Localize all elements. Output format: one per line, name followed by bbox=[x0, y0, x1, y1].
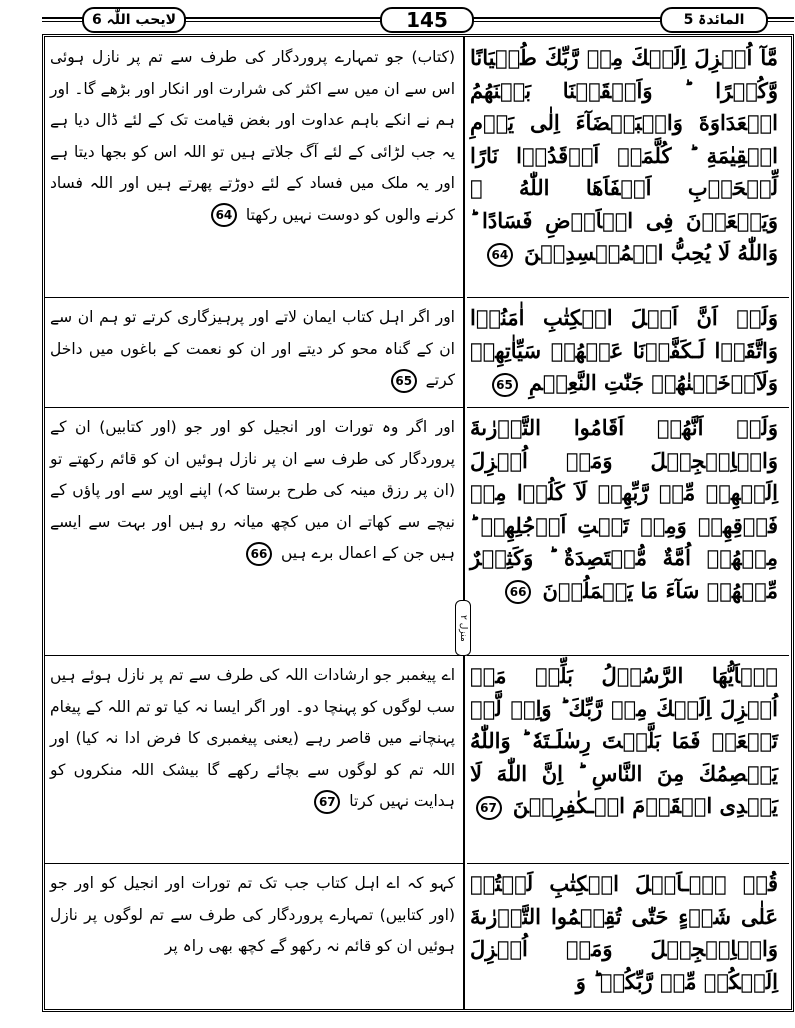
page-number: 145 bbox=[380, 7, 474, 33]
urdu-translation bbox=[50, 412, 455, 570]
arabic-verse bbox=[470, 412, 778, 607]
urdu-translation bbox=[50, 868, 455, 963]
section-separator bbox=[45, 863, 465, 864]
urdu-text: اے پیغمبر جو ارشادات اللہ کی طرف سے تم پر نازل ہوئے ہیں سب لوگوں کو پہنچا دو۔ اور اگر ایسا نہ کیا تو تم اللہ کے پیغام پہنچانے میں قاصر رہے (یعنی پیغمبری کا فرض ادا نہ کیا) اور اللہ تم کو لوگوں سے بچائے رکھے گا بیشک اللہ منکروں کو ہدایت نہیں کرتا bbox=[50, 666, 455, 810]
arabic-verse bbox=[470, 302, 778, 400]
page-header bbox=[42, 4, 794, 34]
arabic-text: وَلَوۡ اَنَّهُمۡ اَقَامُوا التَّوۡرٰٮةَ وَالۡاِنۡجِيۡلَ وَمَاۤ اُنۡزِلَ اِلَيۡهِمۡ مِّنۡ رَّبِّهِمۡ لَاَ كَلُوۡا مِنۡ فَوۡقِهِمۡ وَمِنۡ تَحۡتِ اَرۡجُلِهِمۡ‌ ؕ مِنۡهُمۡ اُمَّةٌ مُّقۡتَصِدَةٌ‌ ؕ وَكَثِيۡرٌ مِّنۡهُمۡ سَآءَ مَا يَعۡمَلُوۡنَ bbox=[470, 415, 778, 603]
section-separator bbox=[467, 407, 789, 408]
verse-number-marker: 65 bbox=[492, 373, 518, 397]
urdu-text: اور اگر اہل کتاب ایمان لاتے اور پرہیزگاری کرتے تو ہم ان سے ان کے گناہ محو کر دیتے اور ان کو نعمت کے باغوں میں داخل کرتے bbox=[50, 308, 455, 389]
urdu-text: (کتاب) جو تمہارے پروردگار کی طرف سے تم پر نازل ہوئی اس سے ان میں سے اکثر کی شرارت اور انکار اور بڑھے گا۔ اور ہم نے انکے باہم عداوت اور بغض قیامت تک کے لئے ڈال دیا ہے یہ جب لڑائی کے لئے آگ جلاتے ہیں تو اللہ اس کو بجھا دیتا ہے اور یہ ملک میں فساد کے لئے دوڑتے پھرتے ہیں اور اللہ فساد کرنے والوں کو دوست نہیں رکھتا bbox=[50, 48, 455, 224]
juz-name-label: لایحب اللّٰہ 6 bbox=[82, 7, 186, 33]
verse-number-marker: 64 bbox=[487, 243, 513, 267]
arabic-verse bbox=[470, 42, 778, 270]
section-separator bbox=[45, 297, 465, 298]
section-separator bbox=[467, 297, 789, 298]
urdu-text: کہو کہ اے اہل کتاب جب تک تم تورات اور انجیل کو اور جو (اور کتابیں) تمہارے پروردگار کی طرف سے تم لوگوں پر نازل ہوئیں ان کو قائم نہ رکھو گے کچھ بھی راہ پر bbox=[50, 874, 455, 955]
verse-number-marker: 67 bbox=[314, 790, 340, 814]
verse-number-marker: 65 bbox=[391, 369, 417, 393]
verse-number-marker: 64 bbox=[211, 203, 237, 227]
section-separator bbox=[45, 655, 465, 656]
surah-name-label: المائدۃ 5 bbox=[660, 7, 768, 33]
verse-number-marker: 67 bbox=[476, 796, 502, 820]
section-separator bbox=[467, 655, 789, 656]
arabic-verse bbox=[470, 868, 778, 998]
urdu-text: اور اگر وہ تورات اور انجیل کو اور جو (اور کتابیں) ان کے پروردگار کی طرف سے ان پر نازل ہوئیں ان کو قائم رکھتے تو (ان پر رزق مینہ کی طرح برستا کہ) اپنے اوپر سے اور پاؤں کے نیچے سے کھاتے ان میں کچھ میانہ رو ہیں اور بہت سے ایسے ہیں جن کے اعمال برے ہیں bbox=[50, 418, 455, 562]
urdu-translation bbox=[50, 302, 455, 397]
verse-number-marker: 66 bbox=[505, 580, 531, 604]
section-separator bbox=[45, 407, 465, 408]
verse-number-marker: 66 bbox=[246, 542, 272, 566]
arabic-text: وَلَوۡ اَنَّ اَهۡلَ الۡكِتٰبِ اٰمَنُوۡا وَاتَّقَوۡا لَـكَفَّرۡنَا عَنۡهُمۡ سَيِّاٰتِهِمۡ وَلَاَدۡخَلۡنٰهُمۡ جَنّٰتِ النَّعِيۡمِ bbox=[470, 305, 778, 395]
arabic-text: قُلۡ يٰۤـاَهۡلَ الۡكِتٰبِ لَسۡتُمۡ عَلٰى شَىۡءٍ حَتّٰى تُقِيۡمُوا التَّوۡرٰٮةَ وَالۡاِنۡجِيۡلَ وَمَاۤ اُنۡزِلَ اِلَيۡكُمۡ مِّنۡ رَّبِّكُمۡ‌ ؕ وَ bbox=[470, 871, 778, 994]
arabic-verse bbox=[470, 660, 778, 823]
urdu-translation bbox=[50, 42, 455, 231]
urdu-translation bbox=[50, 660, 455, 818]
section-separator bbox=[467, 863, 789, 864]
arabic-text: يٰۤاَيُّهَا الرَّسُوۡلُ بَلِّغۡ مَاۤ اُنۡزِلَ اِلَيۡكَ مِنۡ رَّبِّكَ‌ ؕ وَاِنۡ لَّمۡ تَفۡعَلۡ فَمَا بَلَّغۡتَ رِسٰلَـتَهٗ‌ ؕ وَاللّٰهُ يَعۡصِمُكَ مِنَ النَّاسِ‌ ؕ اِنَّ اللّٰهَ لَا يَهۡدِى الۡقَوۡمَ الۡـكٰفِرِيۡنَ bbox=[470, 663, 778, 818]
manzil-marker: منزل ۲ bbox=[455, 600, 471, 656]
arabic-text: مَّآ اُنۡزِلَ اِلَيۡكَ مِنۡ رَّبِّكَ طُغۡيَانًا وَّكُفۡرًا‌ ؕ وَاَلۡقَيۡنَا بَيۡنَهُمُ الۡعَدَاوَةَ وَالۡبَغۡضَآءَ اِلٰى يَوۡمِ الۡقِيٰمَةِ‌ ؕ كُلَّمَاۤ اَوۡقَدُوۡا نَارًا لِّلۡحَرۡبِ اَطۡفَاَهَا اللّٰهُ‌ ۙ وَيَسۡعَوۡنَ فِى الۡاَرۡضِ فَسَادًا‌ ؕ وَاللّٰهُ لَا يُحِبُّ الۡمُفۡسِدِيۡنَ bbox=[470, 45, 778, 265]
